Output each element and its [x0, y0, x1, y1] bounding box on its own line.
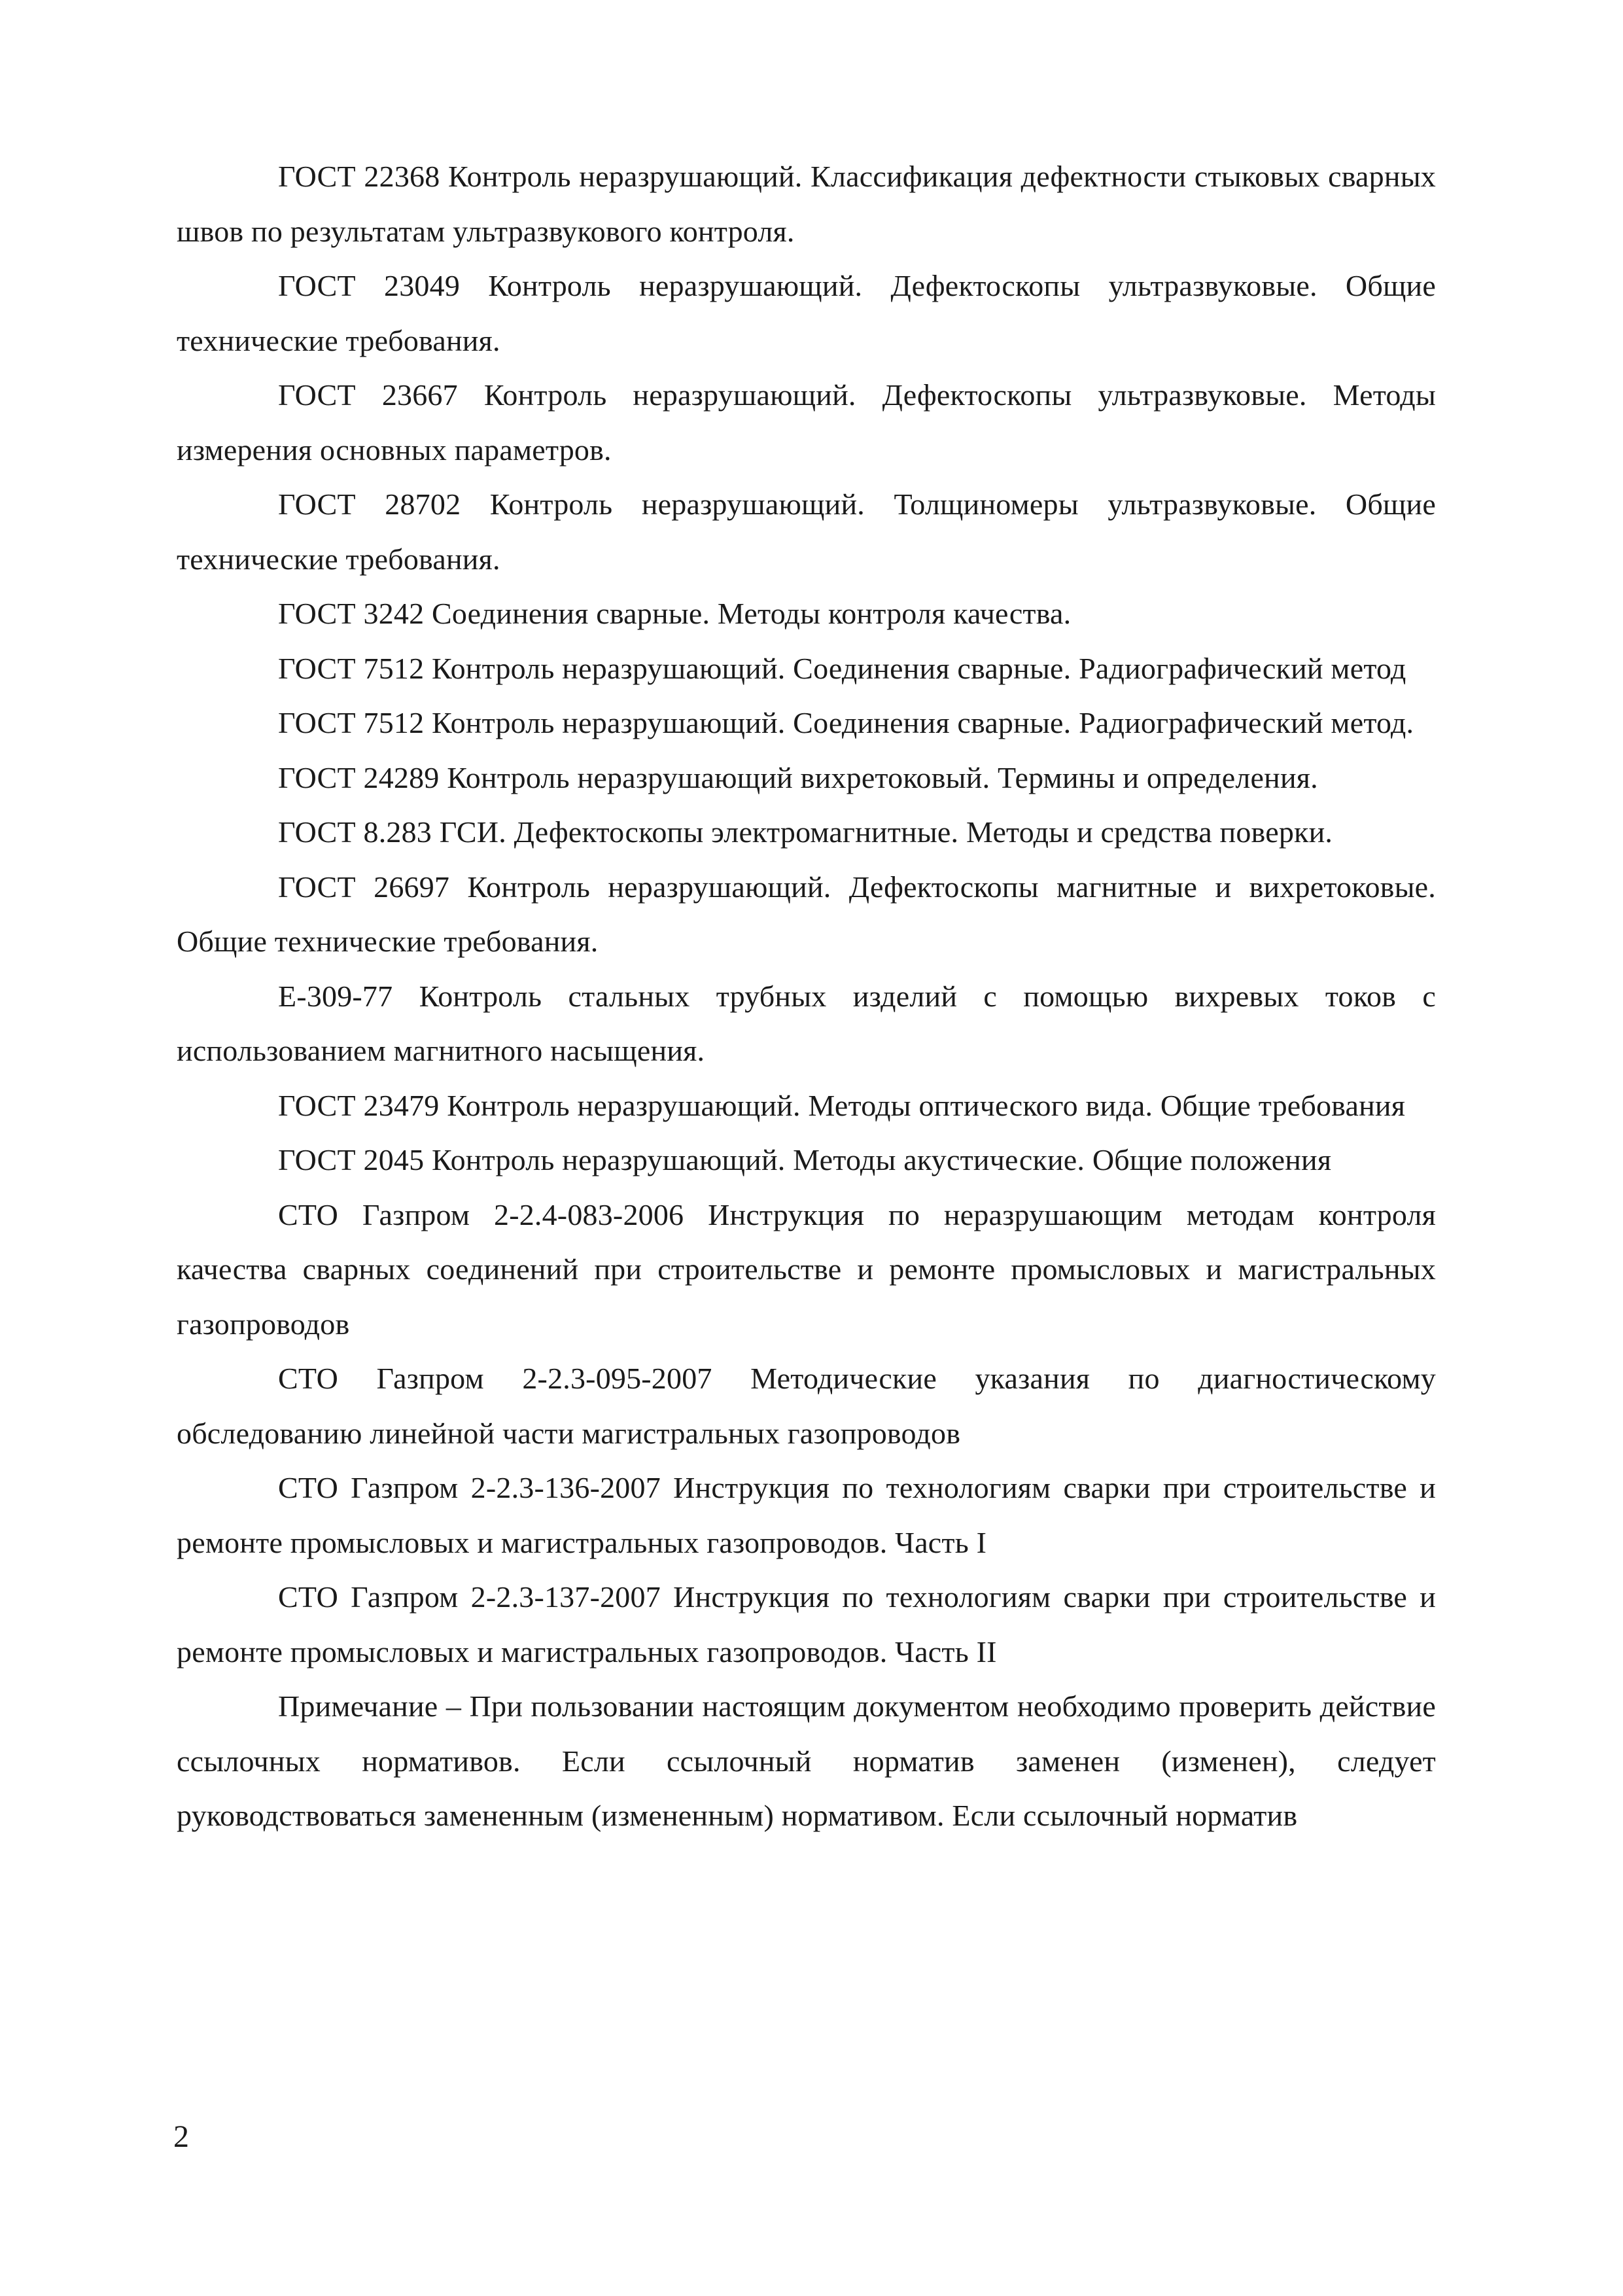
page-number: 2 [173, 2119, 189, 2154]
reference-gost-7512-b: ГОСТ 7512 Контроль неразрушающий. Соединения сварные. Радиографический метод. [278, 706, 1414, 739]
note-paragraph: Примечание – При пользовании настоящим документом необходимо проверить действие ссылочных нормативов. Если ссылочный норматив заменен (изменен), следует руководствоваться замененным (измененным) нормативом. Если ссылочный норматив [177, 1689, 1436, 1832]
reference-gost-7512-a: ГОСТ 7512 Контроль неразрушающий. Соединения сварные. Радиографический метод [278, 651, 1406, 685]
reference-gost-28702: ГОСТ 28702 Контроль неразрушающий. Толщиномеры ультразвуковые. Общие технические требования. [177, 487, 1436, 576]
reference-gost-23049: ГОСТ 23049 Контроль неразрушающий. Дефектоскопы ультразвуковые. Общие технические требования. [177, 269, 1436, 357]
reference-gost-26697: ГОСТ 26697 Контроль неразрушающий. Дефектоскопы магнитные и вихретоковые. Общие технические требования. [177, 870, 1436, 958]
reference-gost-2045: ГОСТ 2045 Контроль неразрушающий. Методы акустические. Общие положения [278, 1143, 1332, 1176]
reference-gost-22368: ГОСТ 22368 Контроль неразрушающий. Классификация дефектности стыковых сварных швов по результатам ультразвукового контроля. [177, 160, 1436, 248]
reference-gost-3242: ГОСТ 3242 Соединения сварные. Методы контроля качества. [278, 597, 1072, 630]
reference-gost-8-283: ГОСТ 8.283 ГСИ. Дефектоскопы электромагнитные. Методы и средства поверки. [278, 815, 1333, 849]
reference-sto-137-2007: СТО Газпром 2-2.3-137-2007 Инструкция по технологиям сварки при строительстве и ремонте промысловых и магистральных газопроводов. Часть II [177, 1580, 1436, 1669]
references-list [177, 149, 1436, 1843]
reference-e-309-77: Е-309-77 Контроль стальных трубных изделий с помощью вихревых токов с использованием магнитного насыщения. [177, 979, 1436, 1067]
reference-sto-136-2007: СТО Газпром 2-2.3-136-2007 Инструкция по технологиям сварки при строительстве и ремонте промысловых и магистральных газопроводов. Часть I [177, 1471, 1436, 1559]
reference-gost-24289: ГОСТ 24289 Контроль неразрушающий вихретоковый. Термины и определения. [278, 760, 1318, 794]
reference-gost-23667: ГОСТ 23667 Контроль неразрушающий. Дефектоскопы ультразвуковые. Методы измерения основных параметров. [177, 378, 1436, 467]
reference-sto-095-2007: СТО Газпром 2-2.3-095-2007 Методические указания по диагностическому обследованию линейной части магистральных газопроводов [177, 1362, 1436, 1450]
reference-sto-083-2006: СТО Газпром 2-2.4-083-2006 Инструкция по неразрушающим методам контроля качества сварных соединений при строительстве и ремонте промысловых и магистральных газопроводов [177, 1197, 1436, 1341]
reference-gost-23479: ГОСТ 23479 Контроль неразрушающий. Методы оптического вида. Общие требования [278, 1088, 1406, 1122]
